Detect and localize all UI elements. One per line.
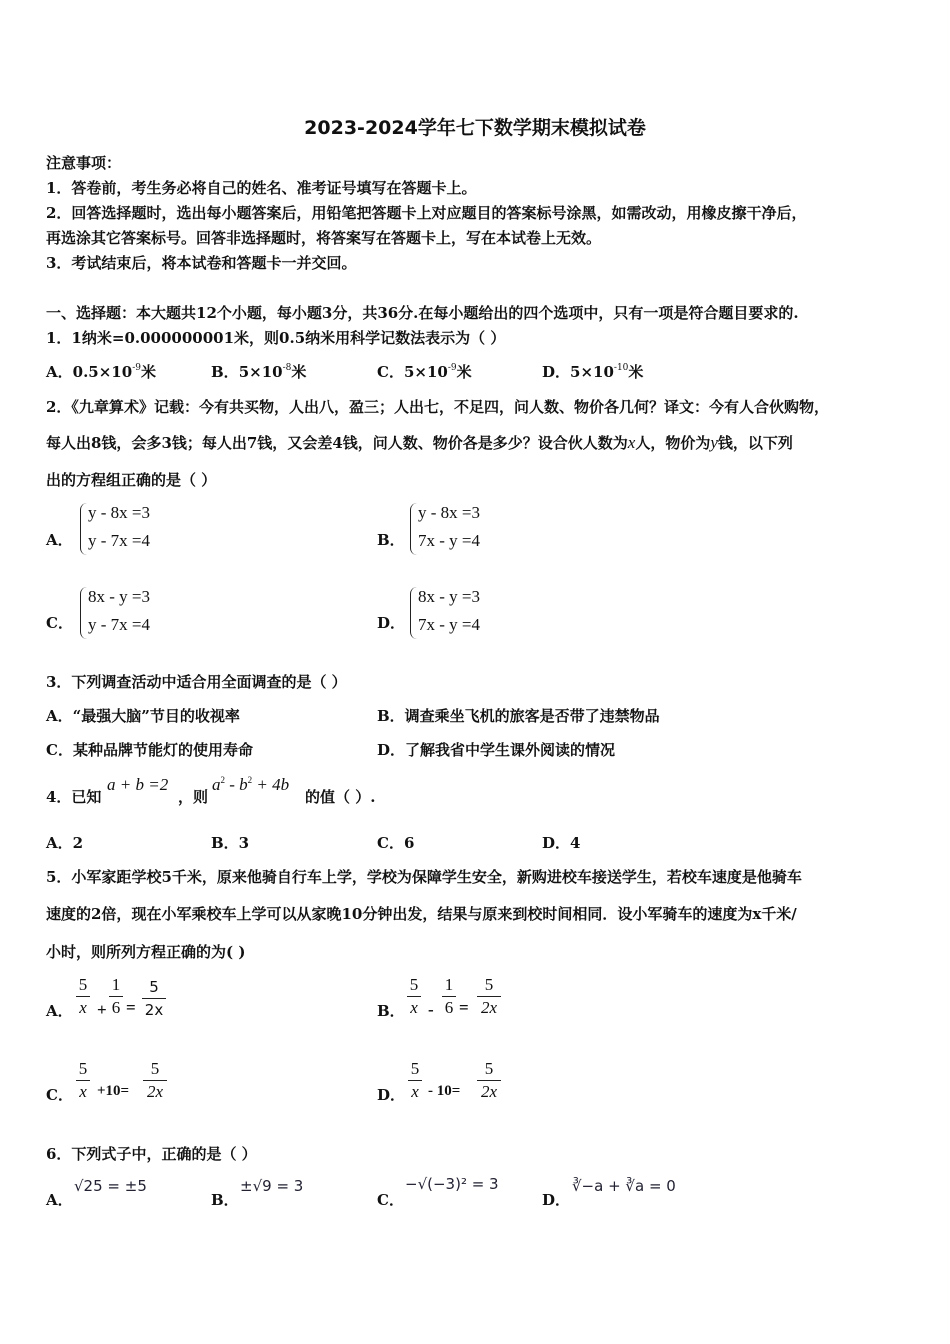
q6-option-b-expr: ±√9 = 3	[240, 1177, 304, 1195]
q1-stem: 1．1纳米=0.000000001米，则0.5纳米用科学记数法表示为（ ）	[46, 329, 506, 347]
notice-item-1: 1．答卷前，考生务必将自己的姓名、准考证号填写在答题卡上。	[46, 179, 477, 197]
q2-option-d-eq1: 8x - y =3	[418, 587, 480, 606]
q5-option-a-frac3: 5 2x	[142, 976, 166, 1021]
q2-option-d-label[interactable]: D．	[377, 614, 406, 632]
q5-line-1: 5．小军家距学校5千米，原来他骑自行车上学，学校为保障学生安全，新购进校车接送学生，若校车速度是他骑车	[46, 868, 802, 886]
q6-option-a-expr: √25 = ±5	[74, 1177, 147, 1195]
q5-option-b-eq: =	[459, 998, 469, 1017]
q2-option-b-eq2: 7x - y =4	[418, 531, 480, 550]
q2-option-b-brace	[410, 503, 417, 555]
q2-option-b-label[interactable]: B．	[377, 531, 405, 549]
q2-option-d-brace	[410, 587, 417, 639]
q5-option-b-frac3: 5 2x	[477, 974, 501, 1019]
q6-option-c-label[interactable]: C．	[377, 1191, 404, 1209]
q4-option-d[interactable]: D．4	[542, 834, 581, 852]
notice-item-3: 3．考试结束后，将本试卷和答题卡一并交回。	[46, 254, 357, 272]
q4-stem-mid: ，则	[178, 788, 209, 806]
q5-option-b-frac2: 1 6	[442, 974, 456, 1019]
q5-option-a-frac2: 1 6	[109, 974, 123, 1019]
q6-option-b-label[interactable]: B．	[211, 1191, 239, 1209]
notice-heading: 注意事项：	[46, 154, 122, 172]
section-heading: 一、选择题：本大题共12个小题，每小题3分，共36分.在每小题给出的四个选项中，只有一项是符合题目要求的.	[46, 304, 799, 322]
q2-option-a-label[interactable]: A．	[46, 531, 73, 549]
notice-item-2-cont: 再选涂其它答案标号。回答非选择题时，将答案写在答题卡上，写在本试卷上无效。	[46, 229, 602, 247]
q3-option-c[interactable]: C．某种品牌节能灯的使用寿命	[46, 741, 253, 759]
q5-option-a-eq: =	[126, 998, 136, 1017]
q1-option-b[interactable]: B．$5\times 10^{-8}$米	[211, 363, 307, 381]
q4-condition: a + b =2	[107, 775, 169, 794]
q6-option-c-expr: −√(−3)² = 3	[405, 1175, 499, 1193]
q2-option-a-eq1: y - 8x =3	[88, 503, 150, 522]
q2-option-c-eq2: y - 7x =4	[88, 615, 150, 634]
q5-line-2: 速度的2倍，现在小军乘校车上学可以从家晚10分钟出发，结果与原来到校时间相同．设小军骑车的速度为x千米/	[46, 905, 797, 923]
q4-option-a[interactable]: A．2	[46, 834, 84, 852]
q5-option-a-op: +	[97, 1000, 107, 1019]
q2-line-3: 出的方程组正确的是（ ）	[46, 471, 217, 489]
q6-stem: 6．下列式子中，正确的是（ ）	[46, 1145, 257, 1163]
page-title: 2023-2024学年七下数学期末模拟试卷	[304, 117, 646, 139]
q6-option-a-label[interactable]: A．	[46, 1191, 73, 1209]
q2-option-c-eq1: 8x - y =3	[88, 587, 150, 606]
q4-stem-post: 的值（ ）.	[305, 788, 376, 806]
q5-option-c-op: +10=	[97, 1083, 130, 1099]
q2-option-c-brace	[80, 587, 87, 639]
q5-option-c-frac1: 5 x	[76, 1058, 90, 1103]
q5-option-b-op: -	[428, 1000, 434, 1019]
q5-option-a-frac1: 5 x	[76, 974, 90, 1019]
q5-option-d-frac2: 5 2x	[477, 1058, 501, 1103]
q1-option-c[interactable]: C．$5\times 10^{-9}$米	[377, 363, 472, 381]
q1-option-a[interactable]: A．$0.5\times 10^{-9}$米	[46, 363, 156, 381]
q3-option-b[interactable]: B．调查乘坐飞机的旅客是否带了违禁物品	[377, 707, 660, 725]
q1-option-d[interactable]: D．$5\times 10^{-10}$米	[542, 363, 644, 381]
q4-stem-pre: 4．已知	[46, 788, 102, 806]
q2-option-a-eq2: y - 7x =4	[88, 531, 150, 550]
q2-option-a-brace	[80, 503, 87, 555]
q5-option-c-label[interactable]: C．	[46, 1086, 73, 1104]
q2-line-1: 2．《九章算术》记载：今有共买物，人出八，盈三；人出七，不足四，问人数、物价各几何？译文：今有人合伙购物，	[46, 398, 829, 416]
q3-option-d[interactable]: D．了解我省中学生课外阅读的情况	[377, 741, 616, 759]
q2-option-b-eq1: y - 8x =3	[418, 503, 480, 522]
q6-option-d-label[interactable]: D．	[542, 1191, 571, 1209]
notice-item-2: 2．回答选择题时，选出每小题答案后，用铅笔把答题卡上对应题目的答案标号涂黑，如需改动，用橡皮擦干净后，	[46, 204, 807, 222]
q5-option-d-frac1: 5 x	[408, 1058, 422, 1103]
q5-option-b-frac1: 5 x	[407, 974, 421, 1019]
q5-option-b-label[interactable]: B．	[377, 1002, 405, 1020]
q3-option-a[interactable]: A．“最强大脑”节目的收视率	[46, 707, 240, 725]
q4-expression: $a^2 - b^2 + 4b$	[212, 775, 290, 794]
q2-option-c-label[interactable]: C．	[46, 614, 73, 632]
q5-option-d-op: - 10=	[428, 1083, 461, 1099]
q6-option-d-expr: ∛−a + ∛a = 0	[572, 1177, 676, 1195]
q5-line-3: 小时，则所列方程正确的为( )	[46, 943, 246, 961]
q2-line-2: 每人出8钱，会多3钱；每人出7钱，又会差4钱，问人数、物价各是多少？设合伙人数为x人，物价为y钱，以下列	[46, 433, 793, 452]
q3-stem: 3．下列调查活动中适合用全面调查的是（ ）	[46, 673, 347, 691]
q5-option-a-label[interactable]: A．	[46, 1002, 73, 1020]
q5-option-d-label[interactable]: D．	[377, 1086, 406, 1104]
q4-option-b[interactable]: B．3	[211, 834, 250, 852]
q4-option-c[interactable]: C．6	[377, 834, 415, 852]
q2-option-d-eq2: 7x - y =4	[418, 615, 480, 634]
q5-option-c-frac2: 5 2x	[143, 1058, 167, 1103]
